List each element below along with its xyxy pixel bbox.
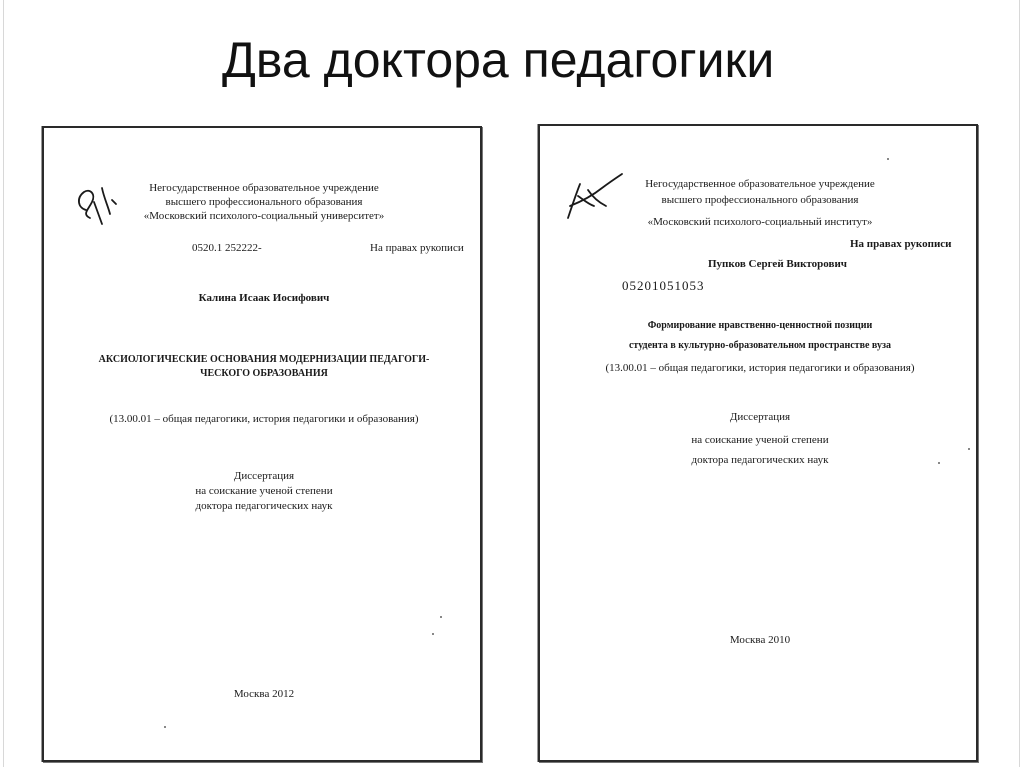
author-name: Пупков Сергей Викторович — [708, 258, 847, 270]
thesis-title-line-1: АКСИОЛОГИЧЕСКИЕ ОСНОВАНИЯ МОДЕРНИЗАЦИИ ПЕДАГОГИ- — [98, 354, 430, 365]
author-name: Калина Исаак Иосифович — [198, 292, 330, 304]
slide-title: Два доктора педагогики — [222, 32, 775, 88]
degree-line-3: доктора педагогических наук — [691, 454, 829, 466]
dissertation-page-left — [42, 126, 482, 762]
registration-number: 0520.1 252222- — [192, 242, 262, 254]
institution-line-2: высшего профессионального образования — [661, 194, 859, 206]
scan-speck — [887, 158, 889, 160]
scan-speck — [440, 616, 442, 618]
scan-speck — [938, 462, 940, 464]
institution-line-3: «Московский психолого-социальный институт» — [647, 216, 873, 228]
rights-notice: На правах рукописи — [370, 242, 464, 254]
dissertation-page-right — [538, 124, 978, 762]
city-year: Москва 2012 — [233, 688, 295, 700]
city-year: Москва 2010 — [729, 634, 791, 646]
institution-line-1: Негосударственное образовательное учреждение — [645, 178, 875, 190]
rights-notice: На правах рукописи — [850, 238, 952, 250]
thesis-title-line-2: студента в культурно-образовательном пространстве вуза — [628, 340, 892, 351]
institution-line-1: Негосударственное образовательное учреждение — [149, 182, 379, 194]
specialty-code: (13.00.01 – общая педагогики, история педагогики и образования) — [605, 362, 915, 374]
institution-line-2: высшего профессионального образования — [165, 196, 363, 208]
scan-speck — [432, 633, 434, 635]
scan-speck — [968, 448, 970, 450]
scan-speck — [164, 726, 166, 728]
registration-number: 05201051053 — [622, 278, 705, 293]
thesis-title-line-2: ЧЕСКОГО ОБРАЗОВАНИЯ — [200, 368, 328, 379]
slide-right-edge — [1019, 0, 1020, 767]
thesis-title-line-1: Формирование нравственно-ценностной позиции — [647, 320, 873, 331]
degree-line-2: на соискание ученой степени — [195, 485, 333, 497]
degree-line-2: на соискание ученой степени — [691, 434, 829, 446]
degree-line-1: Диссертация — [233, 470, 295, 482]
degree-line-3: доктора педагогических наук — [195, 500, 333, 512]
specialty-code: (13.00.01 – общая педагогики, история педагогики и образования) — [109, 413, 419, 425]
institution-line-3: «Московский психолого-социальный университет» — [143, 210, 385, 222]
degree-line-1: Диссертация — [729, 411, 791, 423]
slide-left-edge — [3, 0, 4, 767]
